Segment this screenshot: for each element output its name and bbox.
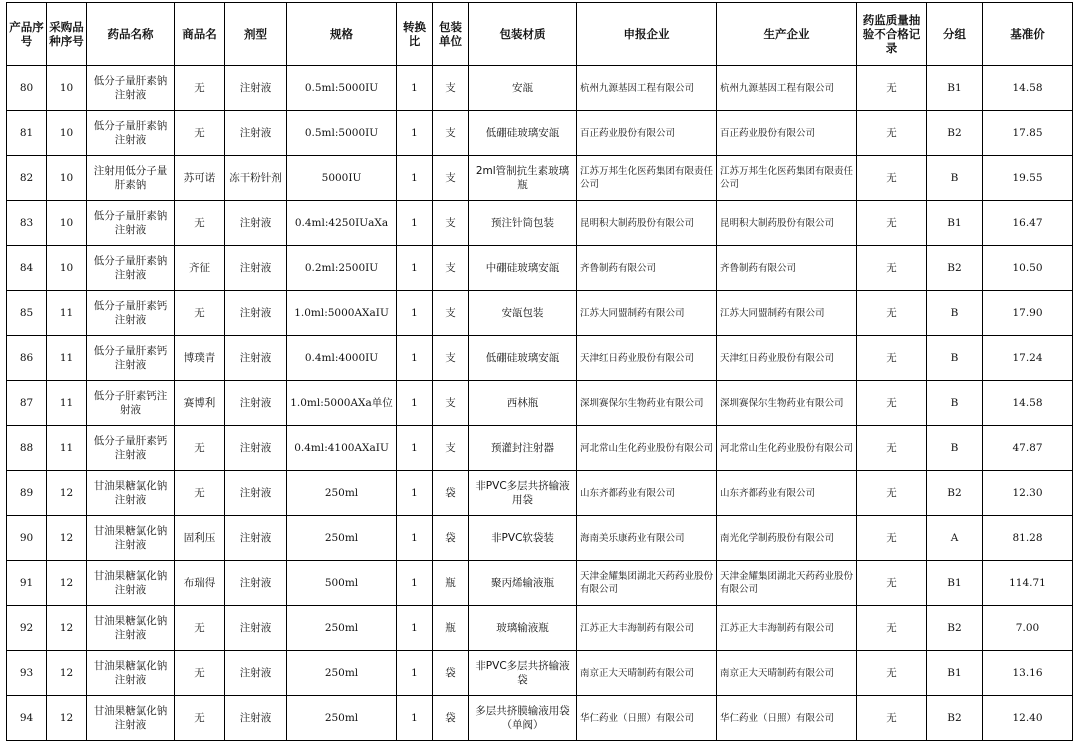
cell-package-unit: 支 [433, 111, 469, 156]
table-row [7, 426, 1073, 471]
cell-trade-name: 无 [175, 426, 225, 471]
cell-quality-record: 无 [857, 606, 927, 651]
cell-group: B [927, 381, 983, 426]
cell-package-unit: 瓶 [433, 606, 469, 651]
cell-package-material: 多层共挤膜输液用袋（单阀） [469, 696, 577, 741]
cell-base-price: 17.90 [983, 291, 1073, 336]
cell-trade-name: 布瑞得 [175, 561, 225, 606]
cell-group: B1 [927, 201, 983, 246]
cell-trade-name: 赛博利 [175, 381, 225, 426]
cell-quality-record: 无 [857, 291, 927, 336]
cell-quality-record: 无 [857, 561, 927, 606]
cell-quality-record: 无 [857, 471, 927, 516]
cell-product-no: 93 [7, 651, 47, 696]
cell-specification: 250ml [287, 516, 397, 561]
cell-manufacturer: 天津金耀集团湖北天药药业股份有限公司 [717, 561, 857, 606]
cell-base-price: 14.58 [983, 381, 1073, 426]
cell-manufacturer: 深圳赛保尔生物药业有限公司 [717, 381, 857, 426]
cell-package-material: 玻璃输液瓶 [469, 606, 577, 651]
cell-base-price: 19.55 [983, 156, 1073, 201]
cell-group: B [927, 336, 983, 381]
cell-group: B2 [927, 471, 983, 516]
cell-applicant: 深圳赛保尔生物药业有限公司 [577, 381, 717, 426]
cell-manufacturer: 南光化学制药股份有限公司 [717, 516, 857, 561]
cell-product-no: 92 [7, 606, 47, 651]
cell-package-material: 安瓿包装 [469, 291, 577, 336]
cell-manufacturer: 河北常山生化药业股份有限公司 [717, 426, 857, 471]
cell-manufacturer: 江苏正大丰海制药有限公司 [717, 606, 857, 651]
cell-applicant: 天津金耀集团湖北天药药业股份有限公司 [577, 561, 717, 606]
cell-product-no: 81 [7, 111, 47, 156]
cell-purchase-no: 10 [47, 111, 87, 156]
cell-drug-name: 甘油果糖氯化钠注射液 [87, 651, 175, 696]
cell-trade-name: 无 [175, 696, 225, 741]
cell-purchase-no: 10 [47, 66, 87, 111]
cell-package-material: 低硼硅玻璃安瓿 [469, 336, 577, 381]
cell-specification: 0.5ml:5000IU [287, 111, 397, 156]
cell-applicant: 齐鲁制药有限公司 [577, 246, 717, 291]
cell-specification: 250ml [287, 471, 397, 516]
cell-specification: 0.4ml:4100AXaIU [287, 426, 397, 471]
cell-purchase-no: 10 [47, 246, 87, 291]
table-row [7, 291, 1073, 336]
table-row [7, 606, 1073, 651]
cell-conversion: 1 [397, 246, 433, 291]
cell-manufacturer: 山东齐都药业有限公司 [717, 471, 857, 516]
cell-drug-name: 低分子量肝素钠注射液 [87, 201, 175, 246]
cell-manufacturer: 天津红日药业股份有限公司 [717, 336, 857, 381]
cell-base-price: 13.16 [983, 651, 1073, 696]
cell-trade-name: 无 [175, 471, 225, 516]
cell-package-material: 2ml管制抗生素玻璃瓶 [469, 156, 577, 201]
cell-dosage-form: 冻干粉针剂 [225, 156, 287, 201]
cell-base-price: 12.30 [983, 471, 1073, 516]
cell-base-price: 114.71 [983, 561, 1073, 606]
cell-quality-record: 无 [857, 516, 927, 561]
cell-dosage-form: 注射液 [225, 606, 287, 651]
cell-product-no: 86 [7, 336, 47, 381]
cell-quality-record: 无 [857, 201, 927, 246]
table-row [7, 381, 1073, 426]
header-package-material: 包装材质 [469, 3, 577, 66]
cell-drug-name: 低分子量肝素钙注射液 [87, 426, 175, 471]
cell-specification: 5000IU [287, 156, 397, 201]
cell-dosage-form: 注射液 [225, 561, 287, 606]
cell-package-material: 西林瓶 [469, 381, 577, 426]
cell-package-material: 低硼硅玻璃安瓿 [469, 111, 577, 156]
cell-conversion: 1 [397, 516, 433, 561]
cell-package-unit: 支 [433, 426, 469, 471]
cell-group: B2 [927, 246, 983, 291]
cell-applicant: 天津红日药业股份有限公司 [577, 336, 717, 381]
cell-applicant: 百正药业股份有限公司 [577, 111, 717, 156]
cell-trade-name: 苏可诺 [175, 156, 225, 201]
cell-package-unit: 支 [433, 156, 469, 201]
cell-package-material: 非PVC多层共挤输液袋 [469, 651, 577, 696]
cell-conversion: 1 [397, 696, 433, 741]
cell-manufacturer: 杭州九源基因工程有限公司 [717, 66, 857, 111]
cell-manufacturer: 江苏大同盟制药有限公司 [717, 291, 857, 336]
cell-specification: 250ml [287, 651, 397, 696]
cell-conversion: 1 [397, 201, 433, 246]
cell-product-no: 90 [7, 516, 47, 561]
cell-trade-name: 无 [175, 606, 225, 651]
cell-applicant: 杭州九源基因工程有限公司 [577, 66, 717, 111]
cell-trade-name: 无 [175, 201, 225, 246]
cell-quality-record: 无 [857, 381, 927, 426]
cell-drug-name: 低分子量肝素钠注射液 [87, 111, 175, 156]
cell-package-unit: 支 [433, 246, 469, 291]
cell-group: B1 [927, 651, 983, 696]
cell-quality-record: 无 [857, 66, 927, 111]
table-row [7, 696, 1073, 741]
cell-applicant: 河北常山生化药业股份有限公司 [577, 426, 717, 471]
header-drug-name: 药品名称 [87, 3, 175, 66]
cell-drug-name: 甘油果糖氯化钠注射液 [87, 696, 175, 741]
header-base-price: 基准价 [983, 3, 1073, 66]
cell-group: B2 [927, 696, 983, 741]
cell-purchase-no: 12 [47, 516, 87, 561]
header-applicant: 申报企业 [577, 3, 717, 66]
cell-drug-name: 低分子量肝素钙注射液 [87, 336, 175, 381]
cell-drug-name: 低分子肝素钙注射液 [87, 381, 175, 426]
cell-base-price: 17.24 [983, 336, 1073, 381]
header-product-no: 产品序号 [7, 3, 47, 66]
cell-base-price: 16.47 [983, 201, 1073, 246]
cell-product-no: 82 [7, 156, 47, 201]
cell-package-unit: 支 [433, 66, 469, 111]
cell-package-material: 预灌封注射器 [469, 426, 577, 471]
cell-manufacturer: 百正药业股份有限公司 [717, 111, 857, 156]
cell-product-no: 91 [7, 561, 47, 606]
cell-applicant: 昆明积大制药股份有限公司 [577, 201, 717, 246]
cell-applicant: 华仁药业（日照）有限公司 [577, 696, 717, 741]
cell-conversion: 1 [397, 156, 433, 201]
cell-package-unit: 支 [433, 336, 469, 381]
cell-dosage-form: 注射液 [225, 66, 287, 111]
cell-dosage-form: 注射液 [225, 471, 287, 516]
cell-package-material: 预注针筒包装 [469, 201, 577, 246]
table-row [7, 651, 1073, 696]
cell-trade-name: 固利压 [175, 516, 225, 561]
cell-group: B [927, 156, 983, 201]
table-row [7, 471, 1073, 516]
cell-specification: 250ml [287, 606, 397, 651]
cell-conversion: 1 [397, 111, 433, 156]
cell-drug-name: 甘油果糖氯化钠注射液 [87, 561, 175, 606]
cell-drug-name: 注射用低分子量肝素钠 [87, 156, 175, 201]
cell-package-unit: 支 [433, 201, 469, 246]
cell-manufacturer: 齐鲁制药有限公司 [717, 246, 857, 291]
header-dosage-form: 剂型 [225, 3, 287, 66]
cell-base-price: 81.28 [983, 516, 1073, 561]
header-package-unit: 包装单位 [433, 3, 469, 66]
cell-group: B2 [927, 111, 983, 156]
cell-purchase-no: 12 [47, 471, 87, 516]
cell-quality-record: 无 [857, 696, 927, 741]
cell-package-unit: 支 [433, 381, 469, 426]
cell-conversion: 1 [397, 471, 433, 516]
cell-dosage-form: 注射液 [225, 201, 287, 246]
cell-trade-name: 无 [175, 66, 225, 111]
cell-specification: 500ml [287, 561, 397, 606]
cell-purchase-no: 10 [47, 201, 87, 246]
cell-applicant: 南京正大天晴制药有限公司 [577, 651, 717, 696]
cell-drug-name: 甘油果糖氯化钠注射液 [87, 606, 175, 651]
cell-dosage-form: 注射液 [225, 381, 287, 426]
cell-product-no: 84 [7, 246, 47, 291]
cell-trade-name: 齐征 [175, 246, 225, 291]
cell-specification: 1.0ml:5000AXa单位 [287, 381, 397, 426]
cell-conversion: 1 [397, 561, 433, 606]
cell-quality-record: 无 [857, 246, 927, 291]
cell-dosage-form: 注射液 [225, 336, 287, 381]
cell-applicant: 江苏正大丰海制药有限公司 [577, 606, 717, 651]
cell-base-price: 17.85 [983, 111, 1073, 156]
cell-quality-record: 无 [857, 336, 927, 381]
cell-dosage-form: 注射液 [225, 696, 287, 741]
cell-package-unit: 袋 [433, 651, 469, 696]
cell-conversion: 1 [397, 651, 433, 696]
table-row [7, 156, 1073, 201]
drug-price-table [6, 2, 1073, 741]
cell-applicant: 山东齐都药业有限公司 [577, 471, 717, 516]
header-purchase-no: 采购品种序号 [47, 3, 87, 66]
cell-specification: 0.5ml:5000IU [287, 66, 397, 111]
cell-specification: 0.2ml:2500IU [287, 246, 397, 291]
cell-group: B1 [927, 66, 983, 111]
cell-quality-record: 无 [857, 426, 927, 471]
cell-purchase-no: 10 [47, 156, 87, 201]
cell-drug-name: 低分子量肝素钠注射液 [87, 246, 175, 291]
cell-package-material: 安瓿 [469, 66, 577, 111]
table-row [7, 66, 1073, 111]
cell-drug-name: 低分子量肝素钠注射液 [87, 66, 175, 111]
cell-drug-name: 甘油果糖氯化钠注射液 [87, 471, 175, 516]
cell-dosage-form: 注射液 [225, 651, 287, 696]
cell-conversion: 1 [397, 381, 433, 426]
cell-group: B1 [927, 561, 983, 606]
cell-product-no: 80 [7, 66, 47, 111]
cell-dosage-form: 注射液 [225, 426, 287, 471]
cell-conversion: 1 [397, 606, 433, 651]
cell-purchase-no: 12 [47, 561, 87, 606]
cell-dosage-form: 注射液 [225, 291, 287, 336]
cell-group: B [927, 291, 983, 336]
cell-product-no: 87 [7, 381, 47, 426]
cell-dosage-form: 注射液 [225, 516, 287, 561]
cell-purchase-no: 12 [47, 696, 87, 741]
cell-dosage-form: 注射液 [225, 246, 287, 291]
cell-package-unit: 袋 [433, 696, 469, 741]
cell-trade-name: 无 [175, 651, 225, 696]
cell-conversion: 1 [397, 66, 433, 111]
cell-package-material: 非PVC软袋装 [469, 516, 577, 561]
header-group: 分组 [927, 3, 983, 66]
cell-group: B2 [927, 606, 983, 651]
cell-trade-name: 博璞青 [175, 336, 225, 381]
cell-base-price: 47.87 [983, 426, 1073, 471]
cell-product-no: 89 [7, 471, 47, 516]
cell-purchase-no: 11 [47, 381, 87, 426]
cell-applicant: 江苏万邦生化医药集团有限责任公司 [577, 156, 717, 201]
header-trade-name: 商品名 [175, 3, 225, 66]
cell-package-unit: 袋 [433, 471, 469, 516]
cell-applicant: 江苏大同盟制药有限公司 [577, 291, 717, 336]
cell-manufacturer: 昆明积大制药股份有限公司 [717, 201, 857, 246]
cell-group: B [927, 426, 983, 471]
cell-product-no: 85 [7, 291, 47, 336]
cell-base-price: 14.58 [983, 66, 1073, 111]
cell-quality-record: 无 [857, 156, 927, 201]
cell-base-price: 12.40 [983, 696, 1073, 741]
cell-manufacturer: 江苏万邦生化医药集团有限责任公司 [717, 156, 857, 201]
cell-specification: 250ml [287, 696, 397, 741]
header-conversion: 转换比 [397, 3, 433, 66]
cell-package-unit: 瓶 [433, 561, 469, 606]
cell-package-material: 非PVC多层共挤输液用袋 [469, 471, 577, 516]
cell-package-unit: 支 [433, 291, 469, 336]
cell-trade-name: 无 [175, 111, 225, 156]
table-row [7, 201, 1073, 246]
cell-base-price: 10.50 [983, 246, 1073, 291]
cell-purchase-no: 11 [47, 426, 87, 471]
table-row [7, 246, 1073, 291]
header-specification: 规格 [287, 3, 397, 66]
cell-group: A [927, 516, 983, 561]
cell-specification: 1.0ml:5000AXaIU [287, 291, 397, 336]
cell-conversion: 1 [397, 426, 433, 471]
cell-purchase-no: 11 [47, 336, 87, 381]
cell-quality-record: 无 [857, 111, 927, 156]
cell-manufacturer: 南京正大天晴制药有限公司 [717, 651, 857, 696]
cell-specification: 0.4ml:4250IUaXa [287, 201, 397, 246]
cell-specification: 0.4ml:4000IU [287, 336, 397, 381]
cell-conversion: 1 [397, 336, 433, 381]
table-body [7, 66, 1073, 741]
cell-quality-record: 无 [857, 651, 927, 696]
cell-manufacturer: 华仁药业（日照）有限公司 [717, 696, 857, 741]
header-manufacturer: 生产企业 [717, 3, 857, 66]
cell-purchase-no: 12 [47, 606, 87, 651]
table-row [7, 336, 1073, 381]
cell-dosage-form: 注射液 [225, 111, 287, 156]
cell-product-no: 94 [7, 696, 47, 741]
cell-trade-name: 无 [175, 291, 225, 336]
table-row [7, 516, 1073, 561]
cell-package-material: 中硼硅玻璃安瓿 [469, 246, 577, 291]
cell-drug-name: 甘油果糖氯化钠注射液 [87, 516, 175, 561]
cell-base-price: 7.00 [983, 606, 1073, 651]
cell-product-no: 88 [7, 426, 47, 471]
cell-package-material: 聚丙烯输液瓶 [469, 561, 577, 606]
cell-package-unit: 袋 [433, 516, 469, 561]
cell-purchase-no: 11 [47, 291, 87, 336]
cell-drug-name: 低分子量肝素钙注射液 [87, 291, 175, 336]
table-row [7, 111, 1073, 156]
cell-product-no: 83 [7, 201, 47, 246]
cell-applicant: 海南美乐康药业有限公司 [577, 516, 717, 561]
table-row [7, 561, 1073, 606]
table-header-row [7, 3, 1073, 66]
header-quality-record: 药监质量抽验不合格记录 [857, 3, 927, 66]
cell-purchase-no: 12 [47, 651, 87, 696]
cell-conversion: 1 [397, 291, 433, 336]
